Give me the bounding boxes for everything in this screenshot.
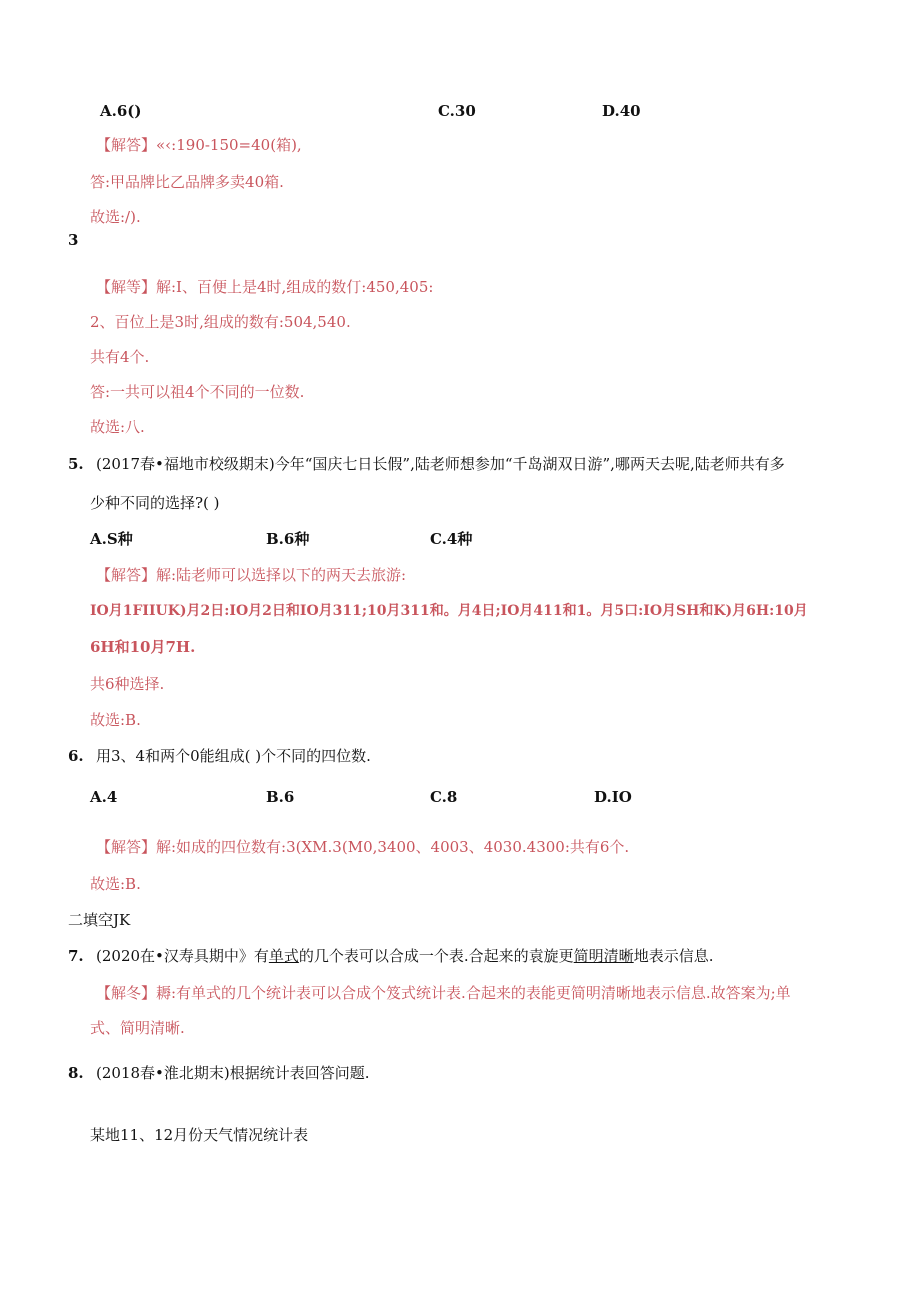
q5-answer-line-1: 【解答】解:陆老师可以选择以下的两天去旅游: — [96, 566, 407, 584]
q6-text: 用3、4和两个0能组成( )个不同的四位数. — [96, 747, 371, 765]
q7-number: 7. — [68, 947, 84, 965]
q7-text-mid: 的几个表可以合成一个表.合起来的袁旋更 — [298, 947, 574, 965]
q5-answer-line-2: IO月1FIIUK)月2日:IO月2日和IO月311;10月311和。月4日;IO月411和1。月5口:IO月SH和K)月6H:10月 — [90, 603, 808, 619]
q8-text: (2018春•淮北期末)根据统计表回答问题. — [96, 1064, 370, 1082]
q5-option-a: A.S种 — [90, 530, 133, 548]
q6-answer-line-1: 【解答】解:如成的四位数有:3(XM.3(M0,3400、4003、4030.4300:共有6个. — [96, 838, 630, 856]
q3-answer-line-2: 2、百位上是3时,组成的数有:504,540. — [90, 313, 351, 331]
q7-answer-line-1: 【解冬】耨:有单式的几个统计表可以合成个笈式统计表.合起来的表能更简明清晰地表示信息.故答案为;单 — [96, 984, 791, 1002]
q3-answer-line-1: 【解等】解:I、百便上是4时,组成的数仃:450,405: — [96, 278, 434, 296]
q5-answer-line-3: 6H和10月7H. — [90, 638, 196, 656]
section-title: 二填空JK — [68, 911, 131, 929]
q4-option-c: C.30 — [438, 102, 476, 120]
q6-option-a: A.4 — [90, 788, 118, 806]
q3-answer-line-5: 故选:八. — [90, 418, 145, 436]
q6-option-c: C.8 — [430, 788, 458, 806]
q4-answer-line-2: 答:甲品牌比乙品牌多卖40箱. — [90, 173, 284, 191]
q6-option-b: B.6 — [266, 788, 295, 806]
q6-number: 6. — [68, 747, 84, 765]
q7-blank-1: 单式 — [268, 947, 299, 965]
q7-answer-line-2: 式、简明清晰. — [90, 1019, 185, 1037]
q5-text-line-2: 少种不同的选择?( ) — [90, 494, 220, 512]
q7-text — [96, 946, 713, 966]
q4-option-d: D.40 — [602, 102, 641, 120]
q4-answer-line-1: 【解答】«‹:190-150=40(箱), — [96, 136, 302, 154]
q5-number: 5. — [68, 455, 84, 473]
q3-answer-line-4: 答:一共可以祖4个不同的一位数. — [90, 383, 305, 401]
q5-text-line-1: (2017春•福地市校级期末)今年“国庆七日长假”,陆老师想参加“千岛湖双日游”,哪两天去呢,陆老师共有多 — [96, 455, 785, 473]
q8-table-title: 某地11、12月份天气情况统计表 — [90, 1126, 309, 1144]
q5-option-b: B.6种 — [266, 530, 310, 548]
q6-answer-line-2: 故选:B. — [90, 875, 141, 893]
q5-answer-line-5: 故选:B. — [90, 711, 141, 729]
question-number-3: 3 — [68, 231, 79, 249]
q5-answer-line-4: 共6种选择. — [90, 675, 165, 693]
q4-answer-line-3: 故选:/). — [90, 208, 141, 226]
q7-text-pre: (2020在•汉寿具期中》有 — [96, 947, 269, 965]
q3-answer-line-3: 共有4个. — [90, 348, 150, 366]
q8-number: 8. — [68, 1064, 84, 1082]
q7-text-post: 地表示信息. — [633, 947, 714, 965]
q7-blank-2: 简明清晰 — [573, 947, 634, 965]
q6-option-d: D.IO — [594, 788, 632, 806]
q4-option-a: A.6() — [100, 102, 142, 120]
q5-option-c: C.4种 — [430, 530, 473, 548]
